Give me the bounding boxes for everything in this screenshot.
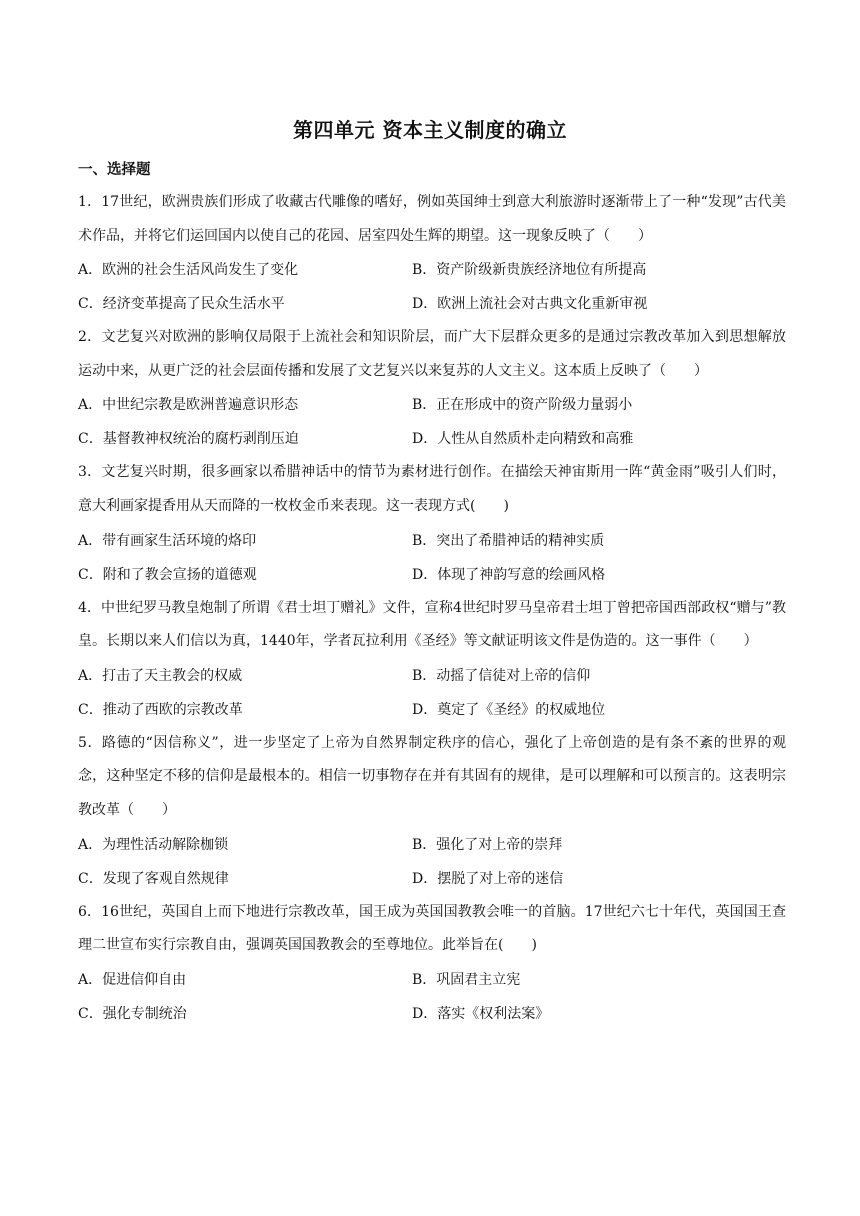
option-b: B．巩固君主立宪: [412, 971, 521, 988]
page-title: 第四单元 资本主义制度的确立: [293, 118, 567, 142]
question-stem: 1．17世纪，欧洲贵族们形成了收藏古代雕像的嗜好，例如英国绅士到意大利旅游时逐渐带上了一种“发现”古代美术作品，并将它们运回国内以使自己的花园、居室四处生辉的期望。这一现象反映了（ ）: [78, 194, 786, 244]
option-a: A．打击了天主教会的权威: [78, 667, 243, 684]
question-stem: 6．16世纪，英国自上而下地进行宗教改革，国王成为英国国教教会唯一的首脑。17世纪六七十年代，英国国王查理二世宣布实行宗教自由，强调英国国教教会的至尊地位。此举旨在( ): [78, 903, 786, 954]
question-stem: 3．文艺复兴时期，很多画家以希腊神话中的情节为素材进行创作。在描绘天神宙斯用一阵“黄金雨”吸引人们时，意大利画家提香用从天而降的一枚枚金币来表现。这一表现方式( ): [78, 464, 786, 514]
question-stem: 2．文艺复兴对欧洲的影响仅局限于上流社会和知识阶层，而广大下层群众更多的是通过宗教改革加入到思想解放运动中来，从更广泛的社会层面传播和发展了文艺复兴以来复苏的人文主义。这本质上反映了（ ）: [78, 329, 786, 379]
question-stem: 5．路德的“因信称义”，进一步坚定了上帝为自然界制定秩序的信心，强化了上帝创造的是有条不紊的世界的观念，这种坚定不移的信仰是最根本的。相信一切事物存在并有其固有的规律，是可以理解和可以预言的。这表明宗教改革（ ）: [78, 734, 786, 818]
question-1: [78, 186, 786, 321]
option-c: C．经济变革提高了民众生活水平: [78, 296, 285, 313]
option-a: A．促进信仰自由: [78, 971, 187, 988]
option-b: B．突出了希腊神话的精神实质: [412, 532, 605, 549]
option-d: D．人性从自然质朴走向精致和高雅: [412, 431, 634, 448]
option-a: A．带有画家生活环境的烙印: [78, 532, 257, 549]
option-d: D．体现了神韵写意的绘画风格: [412, 566, 606, 583]
option-grid: [78, 659, 786, 727]
option-grid: [78, 963, 786, 1031]
option-b: B．动摇了信徒对上帝的信仰: [412, 667, 591, 684]
question-list: [78, 186, 786, 1031]
option-b: B．资产阶级新贵族经济地位有所提高: [412, 262, 647, 279]
option-grid: [78, 388, 786, 456]
option-b: B．强化了对上帝的崇拜: [412, 836, 563, 853]
option-c: C．附和了教会宣扬的道德观: [78, 566, 257, 583]
option-grid: [78, 828, 786, 896]
option-c: C．发现了客观自然规律: [78, 870, 229, 887]
option-a: A．中世纪宗教是欧洲普遍意识形态: [78, 397, 299, 414]
option-grid: [78, 253, 786, 321]
question-3: [78, 456, 786, 591]
question-5: [78, 727, 786, 896]
option-d: D．奠定了《圣经》的权威地位: [412, 701, 606, 718]
section-heading: 一、选择题: [78, 162, 151, 178]
option-c: C．强化专制统治: [78, 1005, 187, 1022]
question-stem: 4．中世纪罗马教皇炮制了所谓《君士坦丁赠礼》文件，宣称4世纪时罗马皇帝君士坦丁曾把帝国西部政权“赠与”教皇。长期以来人们信以为真，1440年，学者瓦拉利用《圣经》等文献证明该文件是伪造的。这一事件（ ）: [78, 599, 786, 650]
question-6: [78, 896, 786, 1031]
question-4: [78, 592, 786, 727]
option-c: C．推动了西欧的宗教改革: [78, 701, 243, 718]
option-b: B．正在形成中的资产阶级力量弱小: [412, 397, 633, 414]
option-d: D．欧洲上流社会对古典文化重新审视: [412, 296, 648, 313]
option-a: A．为理性活动解除枷锁: [78, 836, 229, 853]
option-d: D．摆脱了对上帝的迷信: [412, 870, 564, 887]
question-2: [78, 321, 786, 456]
option-d: D．落实《权利法案》: [412, 1005, 550, 1022]
option-c: C．基督教神权统治的腐朽剥削压迫: [78, 431, 299, 448]
option-grid: [78, 524, 786, 592]
option-a: A．欧洲的社会生活风尚发生了变化: [78, 262, 299, 279]
